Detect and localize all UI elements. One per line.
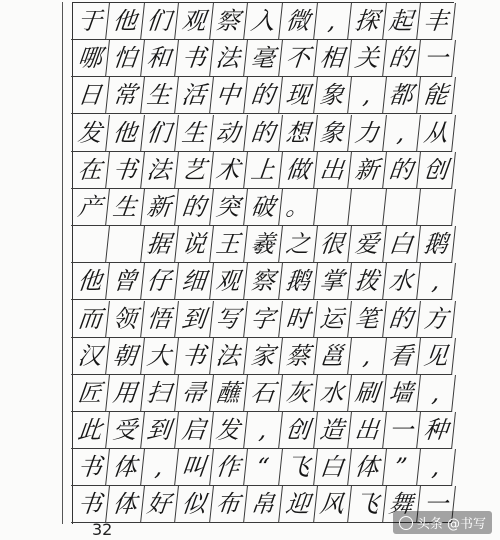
grid-cell: 察 xyxy=(209,3,248,40)
grid-cell: 发 xyxy=(209,412,248,449)
grid-cell: 察 xyxy=(244,263,283,300)
grid-cell: 日 xyxy=(71,77,110,114)
grid-cell: 灰 xyxy=(279,375,318,412)
grid-cell: 很 xyxy=(313,226,352,263)
grid-cell xyxy=(417,189,456,226)
grid-cell: 蘸 xyxy=(209,375,248,412)
grid-cell: , xyxy=(348,338,387,375)
grid-cell: 书 xyxy=(106,152,145,189)
grid-cell: 水 xyxy=(382,263,421,300)
grid-cell: 看 xyxy=(382,338,421,375)
grid-cell: 种 xyxy=(417,412,456,449)
grid-cell: 观 xyxy=(209,263,248,300)
grid-cell: 体 xyxy=(106,486,145,523)
grid-cell: 中 xyxy=(209,77,248,114)
grid-cell: 之 xyxy=(279,226,318,263)
grid-cell: , xyxy=(417,375,456,412)
grid-cell: 书 xyxy=(175,40,214,77)
grid-cell: , xyxy=(313,3,352,40)
grid-cell: 见 xyxy=(417,338,456,375)
grid-cell: 术 xyxy=(209,152,248,189)
grid-cell: 他 xyxy=(106,115,145,152)
grid-cell: 匠 xyxy=(71,375,110,412)
grid-cell: 曾 xyxy=(106,263,145,300)
grid-cell: 汉 xyxy=(71,338,110,375)
grid-cell: 破 xyxy=(244,189,283,226)
grid-cell: 探 xyxy=(348,3,387,40)
grid-cell: 观 xyxy=(175,3,214,40)
grid-cell: 字 xyxy=(244,301,283,338)
grid-cell: , xyxy=(417,263,456,300)
grid-cell: 布 xyxy=(209,486,248,523)
grid-cell: 到 xyxy=(140,412,179,449)
grid-cell: 的 xyxy=(244,77,283,114)
grid-cell: 鹅 xyxy=(279,263,318,300)
grid-cell: 石 xyxy=(244,375,283,412)
grid-cell: 突 xyxy=(209,189,248,226)
grid-cell: 大 xyxy=(140,338,179,375)
grid-cell: 笔 xyxy=(348,301,387,338)
grid-cell: 的 xyxy=(382,40,421,77)
grid-cell: 上 xyxy=(244,152,283,189)
grid-cell: 相 xyxy=(313,40,352,77)
grid-cell: 受 xyxy=(106,412,145,449)
grid-cell: 时 xyxy=(279,301,318,338)
grid-cell: 毫 xyxy=(244,40,283,77)
grid-cell: 和 xyxy=(140,40,179,77)
grid-cell: 帛 xyxy=(244,486,283,523)
grid-cell: 体 xyxy=(106,449,145,486)
grid-cell: 拨 xyxy=(348,263,387,300)
grid-cell: 启 xyxy=(175,412,214,449)
grid-cell: 爱 xyxy=(348,226,387,263)
grid-cell: 艺 xyxy=(175,152,214,189)
grid-cell: 好 xyxy=(140,486,179,523)
grid-cell: 新 xyxy=(348,152,387,189)
grid-cell: 扫 xyxy=(140,375,179,412)
watermark-logo-icon xyxy=(399,516,413,530)
page-number: 32 xyxy=(92,520,113,539)
grid-cell: 关 xyxy=(348,40,387,77)
grid-cell xyxy=(106,226,145,263)
grid-cell: 风 xyxy=(313,486,352,523)
grid-cell: 产 xyxy=(71,189,110,226)
grid-cell: 他 xyxy=(71,263,110,300)
grid-cell: 怕 xyxy=(106,40,145,77)
character-grid xyxy=(72,2,454,524)
grid-cell: 力 xyxy=(348,115,387,152)
grid-cell: 帚 xyxy=(175,375,214,412)
grid-cell: 从 xyxy=(417,115,456,152)
grid-cell: 家 xyxy=(244,338,283,375)
grid-cell: 哪 xyxy=(71,40,110,77)
grid-cell: 的 xyxy=(382,152,421,189)
grid-cell: 他 xyxy=(106,3,145,40)
grid-cell: 一 xyxy=(417,40,456,77)
grid-cell: 创 xyxy=(417,152,456,189)
grid-cell: 领 xyxy=(106,301,145,338)
grid-cell: 象 xyxy=(313,77,352,114)
grid-cell: , xyxy=(417,449,456,486)
grid-cell: , xyxy=(348,77,387,114)
grid-cell: 邕 xyxy=(313,338,352,375)
grid-cell: 动 xyxy=(209,115,248,152)
grid-cell: 蔡 xyxy=(279,338,318,375)
grid-cell: , xyxy=(382,115,421,152)
grid-cell: 生 xyxy=(106,189,145,226)
grid-cell: 体 xyxy=(348,449,387,486)
grid-cell: 一 xyxy=(382,412,421,449)
grid-cell: 作 xyxy=(209,449,248,486)
grid-cell: 出 xyxy=(313,152,352,189)
grid-cell: 的 xyxy=(244,115,283,152)
grid-cell: 细 xyxy=(175,263,214,300)
grid-cell: 似 xyxy=(175,486,214,523)
grid-cell: 用 xyxy=(106,375,145,412)
grid-cell: 。 xyxy=(279,189,318,226)
grid-cell: 舞 xyxy=(382,486,421,523)
grid-cell: 象 xyxy=(313,115,352,152)
grid-cell: 法 xyxy=(209,338,248,375)
grid-cell: 白 xyxy=(313,449,352,486)
grid-cell xyxy=(348,189,387,226)
grid-cell: 做 xyxy=(279,152,318,189)
grid-cell: 羲 xyxy=(244,226,283,263)
grid-cell: 飞 xyxy=(348,486,387,523)
grid-cell: 活 xyxy=(175,77,214,114)
grid-cell: 仔 xyxy=(140,263,179,300)
grid-cell: 起 xyxy=(382,3,421,40)
grid-cell: 不 xyxy=(279,40,318,77)
grid-cell: “ xyxy=(244,449,283,486)
grid-cell: 写 xyxy=(209,301,248,338)
grid-cell: 生 xyxy=(175,115,214,152)
grid-cell: 方 xyxy=(417,301,456,338)
grid-cell: 鹅 xyxy=(417,226,456,263)
grid-cell: 到 xyxy=(175,301,214,338)
grid-cell: ” xyxy=(382,449,421,486)
grid-cell: 墙 xyxy=(382,375,421,412)
grid-cell: 法 xyxy=(209,40,248,77)
grid-cell: 掌 xyxy=(313,263,352,300)
grid-cell: 而 xyxy=(71,301,110,338)
grid-cell: 现 xyxy=(279,77,318,114)
grid-cell: 刷 xyxy=(348,375,387,412)
grid-cell: 叫 xyxy=(175,449,214,486)
grid-cell: 能 xyxy=(417,77,456,114)
grid-cell: 发 xyxy=(71,115,110,152)
grid-cell: 新 xyxy=(140,189,179,226)
grid-cell: 王 xyxy=(209,226,248,263)
grid-cell: 的 xyxy=(175,189,214,226)
grid-cell: 飞 xyxy=(279,449,318,486)
grid-cell xyxy=(382,189,421,226)
grid-cell: 想 xyxy=(279,115,318,152)
grid-cell: 水 xyxy=(313,375,352,412)
grid-cell: 微 xyxy=(279,3,318,40)
grid-cell: 迎 xyxy=(279,486,318,523)
grid-cell: 法 xyxy=(140,152,179,189)
grid-cell: 一 xyxy=(417,486,456,523)
grid-cell xyxy=(313,189,352,226)
grid-cell xyxy=(71,226,110,263)
grid-cell: 说 xyxy=(175,226,214,263)
grid-cell: 运 xyxy=(313,301,352,338)
grid-cell: 创 xyxy=(279,412,318,449)
grid-cell: 白 xyxy=(382,226,421,263)
watermark xyxy=(393,511,492,534)
grid-cell: 在 xyxy=(71,152,110,189)
watermark-text: 头条 @书写 xyxy=(416,517,486,532)
grid-cell: 据 xyxy=(140,226,179,263)
grid-cell: 们 xyxy=(140,3,179,40)
grid-cell: 丰 xyxy=(417,3,456,40)
grid-cell: 造 xyxy=(313,412,352,449)
grid-cell: , xyxy=(140,449,179,486)
grid-cell: 入 xyxy=(244,3,283,40)
grid-cell: 常 xyxy=(106,77,145,114)
grid-cell: 都 xyxy=(382,77,421,114)
grid-cell: 此 xyxy=(71,412,110,449)
grid-cell: 于 xyxy=(71,3,110,40)
grid-cell: 出 xyxy=(348,412,387,449)
grid-cell: 的 xyxy=(382,301,421,338)
grid-cell: 生 xyxy=(140,77,179,114)
grid-cell: 朝 xyxy=(106,338,145,375)
grid-cell: 书 xyxy=(71,486,110,523)
grid-cell: 们 xyxy=(140,115,179,152)
grid-cell: 悟 xyxy=(140,301,179,338)
grid-cell: 书 xyxy=(71,449,110,486)
grid-cell: 书 xyxy=(175,338,214,375)
grid-cell: , xyxy=(244,412,283,449)
